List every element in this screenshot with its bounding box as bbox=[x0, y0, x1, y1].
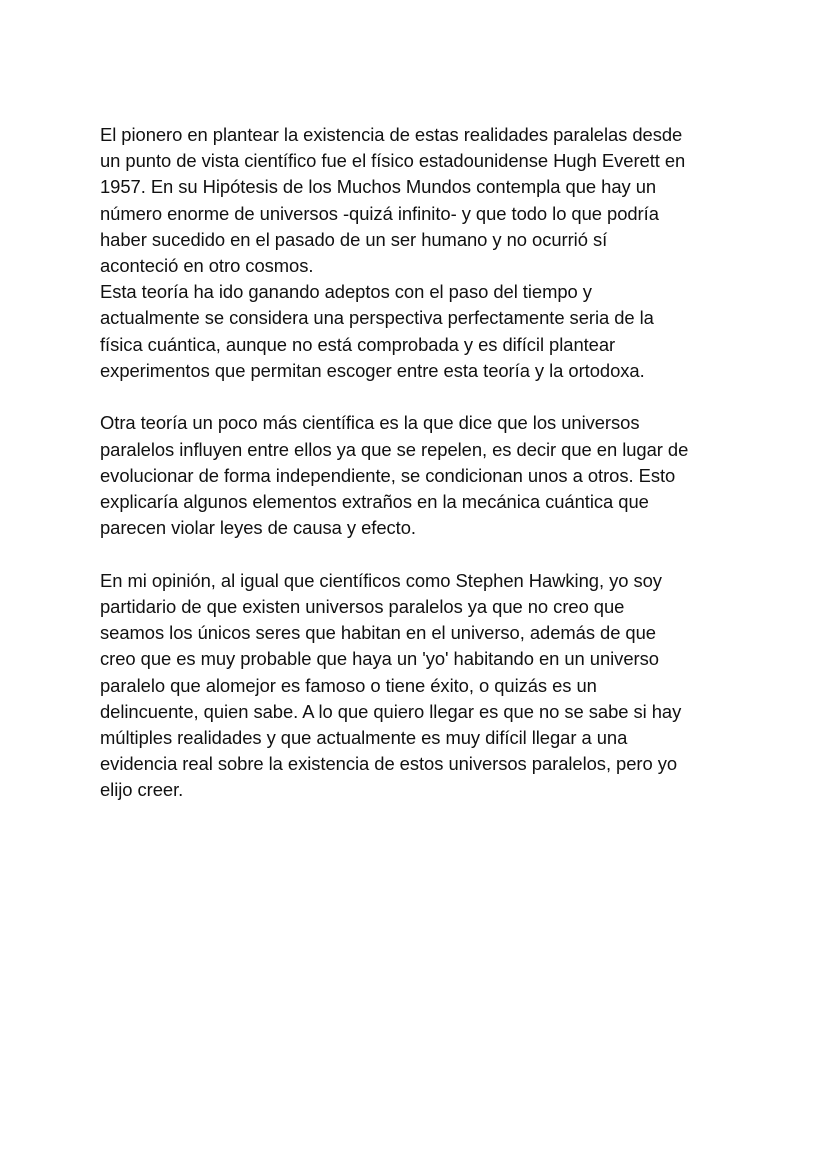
text-line: experimentos que permitan escoger entre esta teoría y la ortodoxa. bbox=[100, 359, 645, 381]
text-line: creo que es muy probable que haya un 'yo' habitando en un universo bbox=[100, 648, 659, 670]
paragraph-opinion bbox=[100, 568, 740, 804]
text-line: actualmente se considera una perspectiva perfectamente seria de la bbox=[100, 307, 654, 329]
text-line: un punto de vista científico fue el físico estadounidense Hugh Everett en bbox=[100, 150, 686, 172]
text-line: explicaría algunos elementos extraños en la mecánica cuántica que bbox=[100, 491, 649, 513]
text-line: El pionero en plantear la existencia de estas realidades paralelas desde bbox=[100, 124, 683, 145]
text-line: número enorme de universos -quizá infinito- y que todo lo que podría bbox=[100, 202, 659, 224]
paragraph-hugh-everett bbox=[100, 122, 740, 279]
text-line: haber sucedido en el pasado de un ser humano y no ocurrió sí bbox=[100, 228, 608, 250]
text-line: múltiples realidades y que actualmente es muy difícil llegar a una bbox=[100, 727, 628, 749]
text-line: física cuántica, aunque no está comprobada y es difícil plantear bbox=[100, 333, 616, 355]
text-line: aconteció en otro cosmos. bbox=[100, 255, 314, 277]
text-line: seamos los únicos seres que habitan en el universo, además de que bbox=[100, 622, 656, 644]
text-line: evidencia real sobre la existencia de estos universos paralelos, pero yo bbox=[100, 753, 678, 775]
paragraph-teoria-adeptos bbox=[100, 279, 740, 384]
text-line: paralelos influyen entre ellos ya que se repelen, es decir que en lugar de bbox=[100, 438, 689, 460]
paragraph-spacer bbox=[100, 541, 740, 567]
text-line: Esta teoría ha ido ganando adeptos con el paso del tiempo y bbox=[100, 281, 592, 303]
text-line: paralelo que alomejor es famoso o tiene éxito, o quizás es un bbox=[100, 674, 597, 696]
text-line: delincuente, quien sabe. A lo que quiero llegar es que no se sabe si hay bbox=[100, 700, 682, 722]
text-line: Otra teoría un poco más científica es la que dice que los universos bbox=[100, 412, 640, 434]
text-line: parecen violar leyes de causa y efecto. bbox=[100, 517, 416, 539]
paragraph-spacer bbox=[100, 384, 740, 410]
paragraph-otra-teoria bbox=[100, 410, 740, 541]
text-line: evolucionar de forma independiente, se condicionan unos a otros. Esto bbox=[100, 464, 676, 486]
text-line: elijo creer. bbox=[100, 779, 184, 801]
text-line: En mi opinión, al igual que científicos como Stephen Hawking, yo soy bbox=[100, 569, 662, 591]
text-line: 1957. En su Hipótesis de los Muchos Mundos contempla que hay un bbox=[100, 176, 657, 198]
document-body bbox=[100, 122, 740, 804]
text-line: partidario de que existen universos paralelos ya que no creo que bbox=[100, 596, 625, 618]
